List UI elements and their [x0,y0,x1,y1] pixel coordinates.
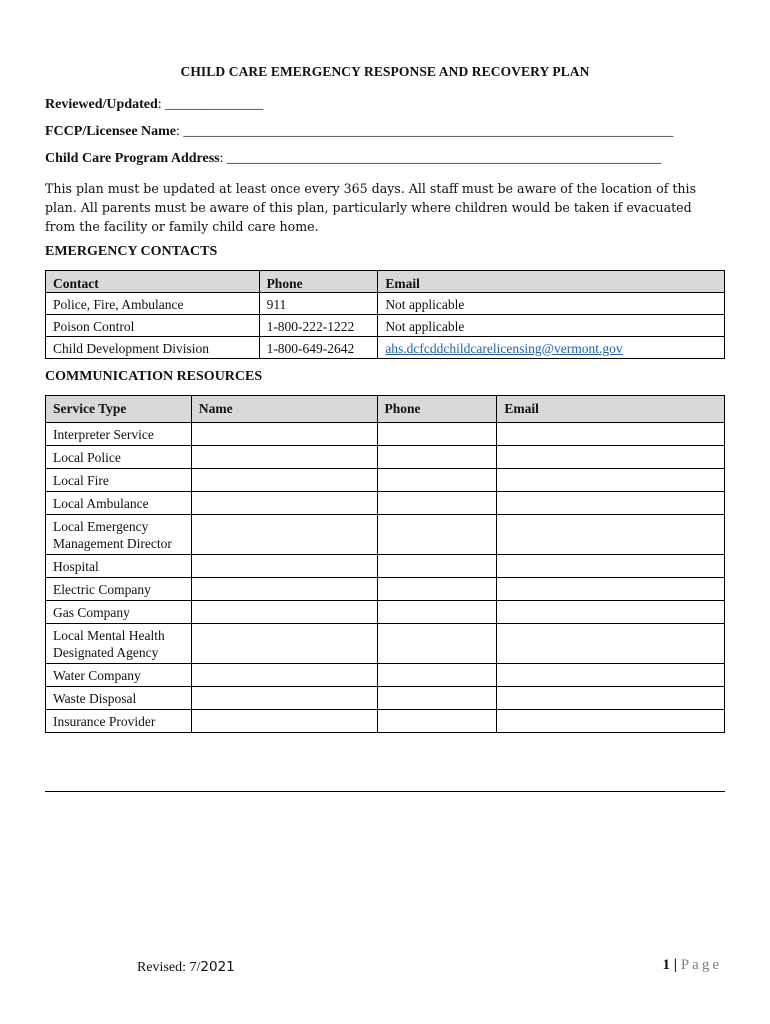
email-cell[interactable] [497,555,725,578]
program-address-field [45,151,661,167]
page-word: Page [680,957,722,973]
licensee-name-label: FCCP/Licensee Name [45,124,177,139]
name-cell[interactable] [191,664,377,687]
phone-cell: 1-800-222-1222 [259,315,378,337]
licensee-name-blank[interactable]: : ______________________________________________________________________ [176,124,674,139]
phone-cell[interactable] [377,664,497,687]
name-cell[interactable] [191,601,377,624]
name-cell[interactable] [191,492,377,515]
service-type-cell: Electric Company [46,578,192,601]
table-row [46,515,725,555]
service-type-cell: Waste Disposal [46,687,192,710]
table-row [46,423,725,446]
contact-cell: Child Development Division [46,337,260,359]
service-type-cell: Local Police [46,446,192,469]
column-header: Contact [46,271,260,293]
service-type-cell: Gas Company [46,601,192,624]
service-type-cell: Local Fire [46,469,192,492]
phone-cell[interactable] [377,469,497,492]
communication-resources-heading: COMMUNICATION RESOURCES [45,369,263,384]
email-cell[interactable] [497,601,725,624]
table-row [46,687,725,710]
phone-cell[interactable] [377,555,497,578]
column-header: Phone [377,396,497,423]
emergency-contacts-table [45,270,725,359]
reviewed-updated-label: Reviewed/Updated [45,97,158,112]
email-cell[interactable] [497,492,725,515]
email-cell[interactable] [497,710,725,733]
phone-cell[interactable] [377,624,497,664]
name-cell[interactable] [191,555,377,578]
email-cell[interactable] [497,423,725,446]
column-header: Name [191,396,377,423]
table-row [46,492,725,515]
table-row [46,337,725,359]
column-header: Email [378,271,725,293]
reviewed-updated-blank[interactable]: : ______________ [157,97,264,112]
email-link[interactable]: ahs.dcfcddchildcarelicensing@vermont.gov [385,341,623,356]
page-title: CHILD CARE EMERGENCY RESPONSE AND RECOVERY PLAN [180,64,590,79]
service-type-cell: Insurance Provider [46,710,192,733]
intro-paragraph: This plan must be updated at least once every 365 days. All staff must be aware of the location of this plan. All parents must be aware of this plan, particularly where children would be taken if evacuated from the facility or family child care home. [45,181,697,234]
column-header: Email [497,396,725,423]
table-row [46,710,725,733]
table-row [46,601,725,624]
page-separator: | [670,957,681,973]
email-cell[interactable] [497,624,725,664]
name-cell[interactable] [191,515,377,555]
resources-body [46,423,725,733]
service-type-cell: Local Ambulance [46,492,192,515]
table-row [46,315,725,337]
table-row [46,624,725,664]
name-cell[interactable] [191,423,377,446]
name-cell[interactable] [191,446,377,469]
email-cell: Not applicable [378,315,725,337]
page-number [663,957,722,974]
table-row [46,555,725,578]
phone-cell[interactable] [377,687,497,710]
emergency-contacts-heading: EMERGENCY CONTACTS [45,244,218,259]
name-cell[interactable] [191,687,377,710]
email-cell[interactable] [497,687,725,710]
contact-cell: Poison Control [46,315,260,337]
service-type-cell: Local Mental Health Designated Agency [46,624,192,664]
table-row [46,446,725,469]
email-cell[interactable] [497,578,725,601]
column-header: Phone [259,271,378,293]
phone-cell[interactable] [377,515,497,555]
table-row [46,293,725,315]
service-type-cell: Interpreter Service [46,423,192,446]
email-cell[interactable] [497,446,725,469]
service-type-cell: Local Emergency Management Director [46,515,192,555]
table-header-row [46,271,725,293]
name-cell[interactable] [191,469,377,492]
email-cell[interactable] [497,469,725,492]
phone-cell[interactable] [377,446,497,469]
service-type-cell: Water Company [46,664,192,687]
email-cell [378,337,725,359]
phone-cell[interactable] [377,601,497,624]
phone-cell: 911 [259,293,378,315]
revised-date [137,959,235,976]
licensee-name-field [45,124,673,140]
email-cell: Not applicable [378,293,725,315]
program-address-label: Child Care Program Address [45,151,220,166]
communication-resources-table [45,395,725,733]
page-number-value: 1 [662,957,671,973]
email-cell[interactable] [497,515,725,555]
reviewed-updated-field [45,97,263,113]
name-cell[interactable] [191,710,377,733]
footer-divider [45,791,725,792]
service-type-cell: Hospital [46,555,192,578]
revised-year: 2021 [200,959,235,975]
table-row [46,664,725,687]
table-row [46,469,725,492]
table-header-row [46,396,725,423]
email-cell[interactable] [497,664,725,687]
name-cell[interactable] [191,624,377,664]
table-row [46,578,725,601]
phone-cell[interactable] [377,578,497,601]
revised-label: Revised: 7/ [137,960,201,975]
name-cell[interactable] [191,578,377,601]
phone-cell[interactable] [377,492,497,515]
phone-cell: 1-800-649-2642 [259,337,378,359]
program-address-blank[interactable]: : ______________________________________________________________ [219,151,662,166]
contact-cell: Police, Fire, Ambulance [46,293,260,315]
column-header: Service Type [46,396,192,423]
phone-cell[interactable] [377,423,497,446]
phone-cell[interactable] [377,710,497,733]
